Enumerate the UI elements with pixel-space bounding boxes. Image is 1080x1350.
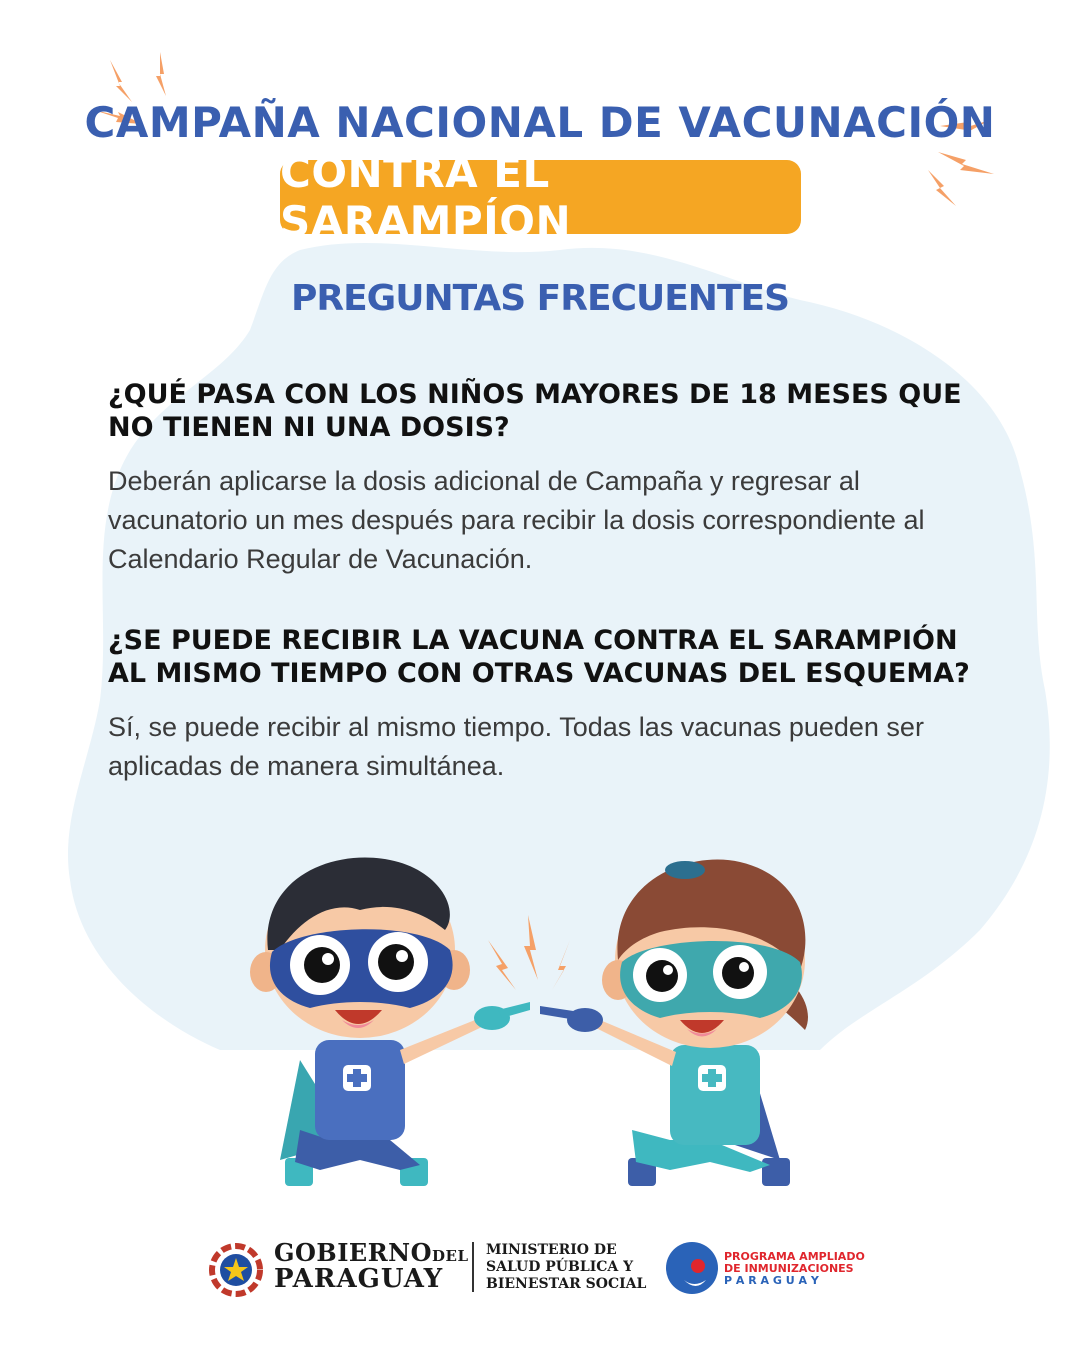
footer-logos (200, 1228, 880, 1308)
campaign-title: CAMPAÑA NACIONAL DE VACUNACIÓN (84, 98, 996, 147)
gov-word-paraguay: PARAGUAY (274, 1264, 444, 1294)
faq-question: ¿QUÉ PASA CON LOS NIÑOS MAYORES DE 18 MESES QUE NO TIENEN NI UNA DOSIS? (108, 379, 962, 443)
footer-divider (472, 1242, 474, 1292)
faq-answer: Sí, se puede recibir al mismo tiempo. Todas las vacunas pueden ser aplicadas de manera simultánea. (108, 712, 924, 781)
superhero-kids-illustration (240, 840, 840, 1200)
paraguay-shield-icon (206, 1240, 266, 1300)
faq-answer: Deberán aplicarse la dosis adicional de Campaña y regresar al vacunatorio un mes después para recibir la dosis correspondiente al Calendario Regular de Vacunación. (108, 466, 925, 574)
pai-line: DE INMUNIZACIONES (724, 1262, 854, 1275)
gov-logo-text (274, 1238, 469, 1267)
faq-heading: PREGUNTAS FRECUENTES (290, 278, 790, 319)
pai-line: P A R A G U A Y (724, 1274, 819, 1287)
spark-icon (488, 915, 570, 990)
hero-girl (540, 859, 808, 1186)
ministry-line: BIENESTAR SOCIAL (486, 1276, 647, 1292)
ministry-line: MINISTERIO DE (486, 1242, 617, 1258)
faq-question: ¿SE PUEDE RECIBIR LA VACUNA CONTRA EL SARAMPIÓN AL MISMO TIEMPO CON OTRAS VACUNAS DEL ESQUEMA? (108, 625, 970, 689)
faq-item (108, 378, 988, 579)
faq-item (108, 624, 988, 786)
campaign-title-badge (280, 148, 801, 246)
pai-line: PROGRAMA AMPLIADO (724, 1250, 865, 1263)
campaign-title-badge-text: CONTRA EL SARAMPÍON (280, 148, 572, 246)
gov-word-del: DEL (432, 1247, 469, 1265)
hero-boy (250, 858, 530, 1186)
gov-word-gobierno: GOBIERNO (274, 1238, 432, 1267)
ministry-line: SALUD PÚBLICA Y (486, 1259, 634, 1275)
pai-logo-icon (664, 1240, 720, 1296)
